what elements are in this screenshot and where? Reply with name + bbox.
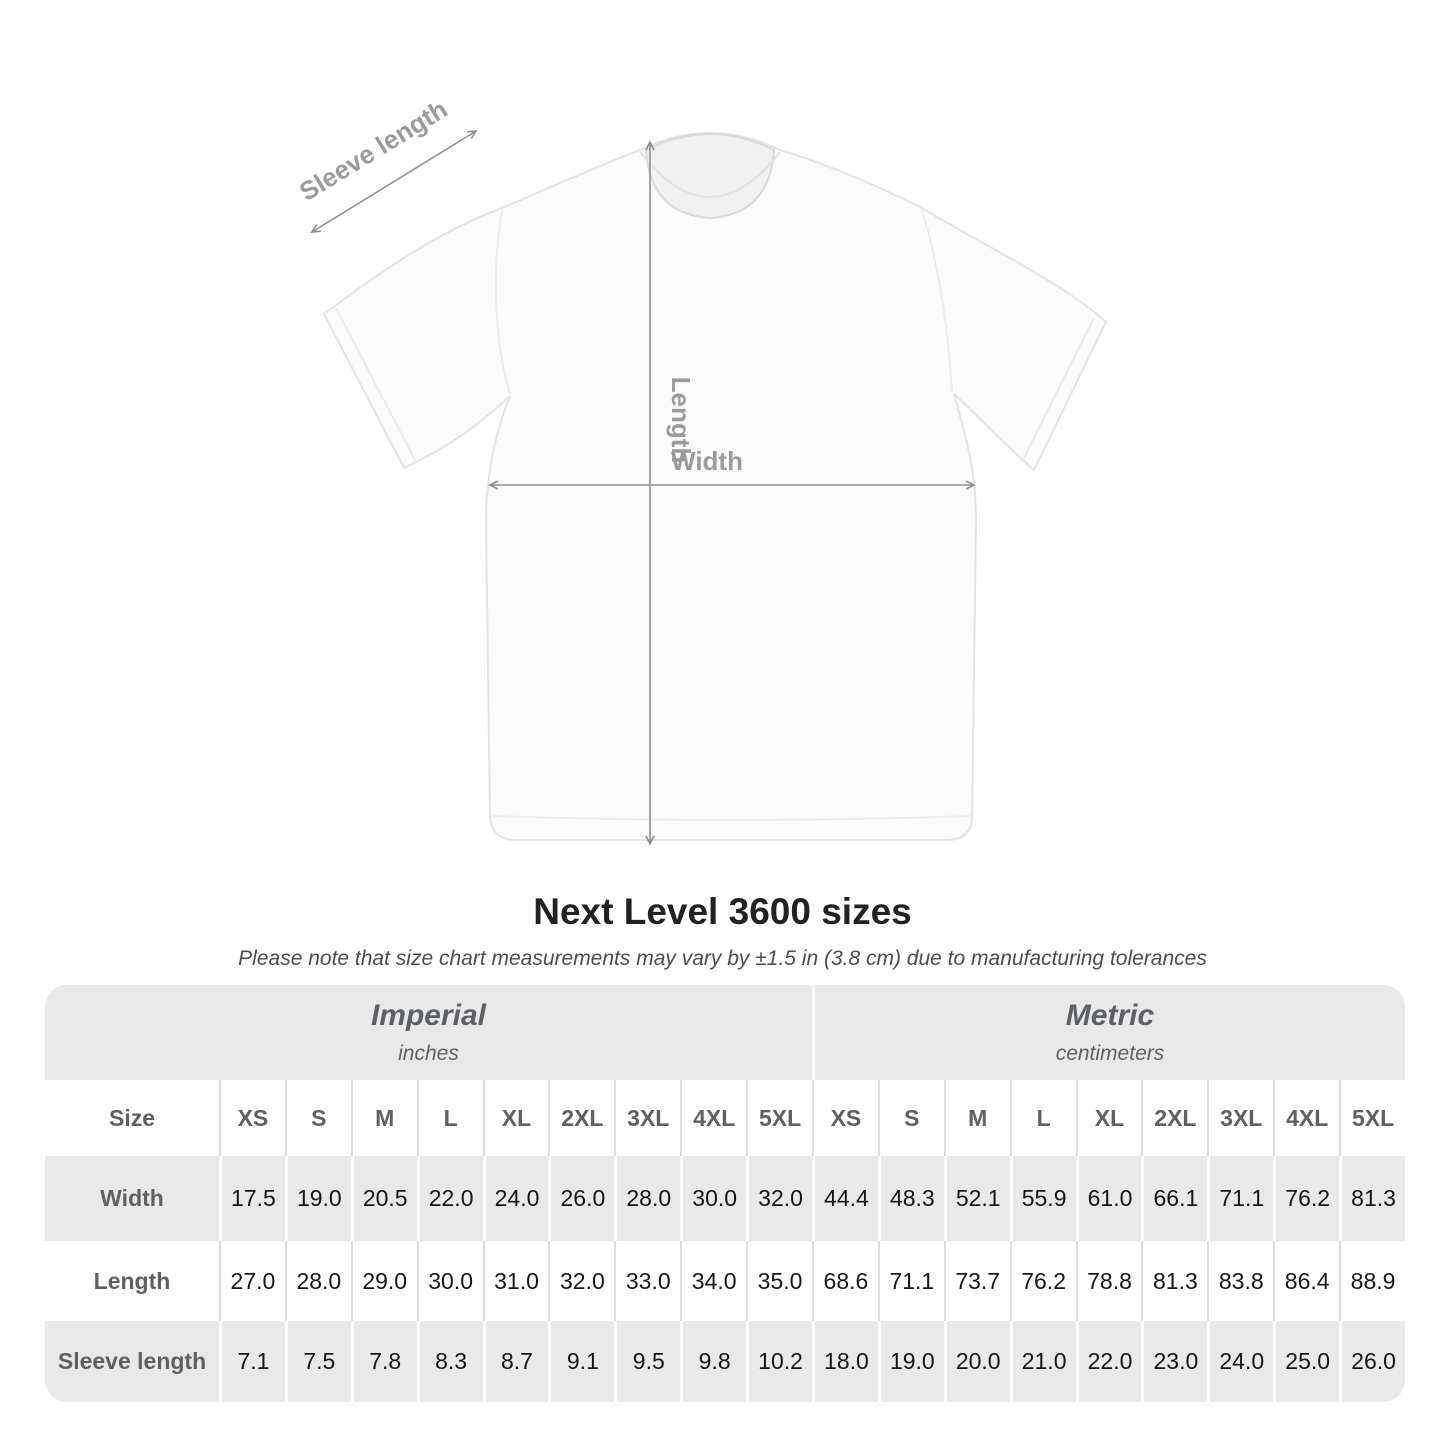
unit-group-unit: centimeters (1055, 1042, 1165, 1065)
sleeve-imperial-cell: 10.2 (746, 1321, 812, 1402)
size-header-metric: XL (1076, 1080, 1142, 1156)
unit-group-imperial (45, 985, 812, 1080)
width-metric-cell: 52.1 (944, 1156, 1010, 1241)
width-imperial-cell: 19.0 (285, 1156, 351, 1241)
size-header-metric: 4XL (1273, 1080, 1339, 1156)
size-header-imperial: L (417, 1080, 483, 1156)
sleeve-metric-cell: 25.0 (1273, 1321, 1339, 1402)
size-table (45, 985, 1405, 1402)
size-header-imperial: 3XL (614, 1080, 680, 1156)
sleeve-metric-cell: 18.0 (812, 1321, 878, 1402)
width-imperial-cell: 17.5 (219, 1156, 285, 1241)
length-metric-cell: 86.4 (1273, 1241, 1339, 1321)
sleeve-metric-cell: 20.0 (944, 1321, 1010, 1402)
length-metric-cell: 83.8 (1207, 1241, 1273, 1321)
width-metric-cell: 48.3 (878, 1156, 944, 1241)
size-header-metric: L (1010, 1080, 1076, 1156)
tshirt-illustration (324, 133, 1106, 840)
length-imperial-cell: 35.0 (746, 1241, 812, 1321)
sleeve-length-label: Sleeve length (293, 93, 453, 207)
width-metric-cell: 81.3 (1339, 1156, 1405, 1241)
size-header-metric: 5XL (1339, 1080, 1405, 1156)
unit-group-name: Imperial (370, 999, 487, 1032)
size-header-imperial: XL (483, 1080, 549, 1156)
length-metric-cell: 76.2 (1010, 1241, 1076, 1321)
width-metric-cell: 71.1 (1207, 1156, 1273, 1241)
sleeve-imperial-cell: 7.5 (285, 1321, 351, 1402)
width-metric-cell: 76.2 (1273, 1156, 1339, 1241)
page-title: Next Level 3600 sizes (533, 891, 912, 932)
row-label-length: Length (93, 1267, 171, 1294)
length-imperial-cell: 34.0 (680, 1241, 746, 1321)
size-header-imperial: 5XL (746, 1080, 812, 1156)
length-metric-cell: 68.6 (812, 1241, 878, 1321)
width-imperial-cell: 28.0 (614, 1156, 680, 1241)
size-header-imperial: 2XL (548, 1080, 614, 1156)
sleeve-metric-cell: 22.0 (1076, 1321, 1142, 1402)
size-header-metric: 3XL (1207, 1080, 1273, 1156)
length-imperial-cell: 32.0 (548, 1241, 614, 1321)
width-metric-cell: 61.0 (1076, 1156, 1142, 1241)
sleeve-imperial-cell: 7.1 (219, 1321, 285, 1402)
length-label: Length (666, 376, 696, 464)
length-imperial-cell: 31.0 (483, 1241, 549, 1321)
width-label: Width (671, 446, 743, 476)
length-imperial-cell: 30.0 (417, 1241, 483, 1321)
title-block (0, 891, 1445, 971)
length-metric-cell: 73.7 (944, 1241, 1010, 1321)
length-imperial-cell: 29.0 (351, 1241, 417, 1321)
size-header-imperial: S (285, 1080, 351, 1156)
length-imperial-cell: 33.0 (614, 1241, 680, 1321)
width-metric-cell: 44.4 (812, 1156, 878, 1241)
length-metric-cell: 78.8 (1076, 1241, 1142, 1321)
tolerance-note: Please note that size chart measurements may vary by ±1.5 in (3.8 cm) due to manufacturing tolerances (238, 947, 1207, 970)
row-label-width: Width (45, 1156, 219, 1241)
length-metric-cell: 88.9 (1339, 1241, 1405, 1321)
size-column-header: Size (108, 1104, 156, 1131)
unit-group-metric (812, 985, 1405, 1080)
length-metric-cell: 71.1 (878, 1241, 944, 1321)
size-header-imperial: M (351, 1080, 417, 1156)
size-header-metric: 2XL (1141, 1080, 1207, 1156)
width-metric-cell: 66.1 (1141, 1156, 1207, 1241)
length-metric-cell: 81.3 (1141, 1241, 1207, 1321)
sleeve-imperial-cell: 9.1 (548, 1321, 614, 1402)
sleeve-metric-cell: 19.0 (878, 1321, 944, 1402)
row-label-sleeve-length: Sleeve length (45, 1321, 219, 1402)
sleeve-imperial-cell: 7.8 (351, 1321, 417, 1402)
length-imperial-cell: 27.0 (219, 1241, 285, 1321)
width-imperial-cell: 20.5 (351, 1156, 417, 1241)
sleeve-metric-cell: 24.0 (1207, 1321, 1273, 1402)
size-header-imperial: 4XL (680, 1080, 746, 1156)
sleeve-metric-cell: 23.0 (1141, 1321, 1207, 1402)
size-header-metric: XS (812, 1080, 878, 1156)
size-header-metric: M (944, 1080, 1010, 1156)
sleeve-imperial-cell: 8.7 (483, 1321, 549, 1402)
sleeve-imperial-cell: 8.3 (417, 1321, 483, 1402)
size-header-imperial: XS (219, 1080, 285, 1156)
width-imperial-cell: 22.0 (417, 1156, 483, 1241)
sleeve-imperial-cell: 9.5 (614, 1321, 680, 1402)
unit-group-unit: inches (398, 1042, 459, 1065)
unit-group-name: Metric (1065, 999, 1155, 1032)
width-imperial-cell: 30.0 (680, 1156, 746, 1241)
width-imperial-cell: 32.0 (746, 1156, 812, 1241)
width-metric-cell: 55.9 (1010, 1156, 1076, 1241)
sleeve-imperial-cell: 9.8 (680, 1321, 746, 1402)
width-imperial-cell: 26.0 (548, 1156, 614, 1241)
sleeve-metric-cell: 21.0 (1010, 1321, 1076, 1402)
size-header-metric: S (878, 1080, 944, 1156)
width-imperial-cell: 24.0 (483, 1156, 549, 1241)
length-imperial-cell: 28.0 (285, 1241, 351, 1321)
sleeve-metric-cell: 26.0 (1339, 1321, 1405, 1402)
